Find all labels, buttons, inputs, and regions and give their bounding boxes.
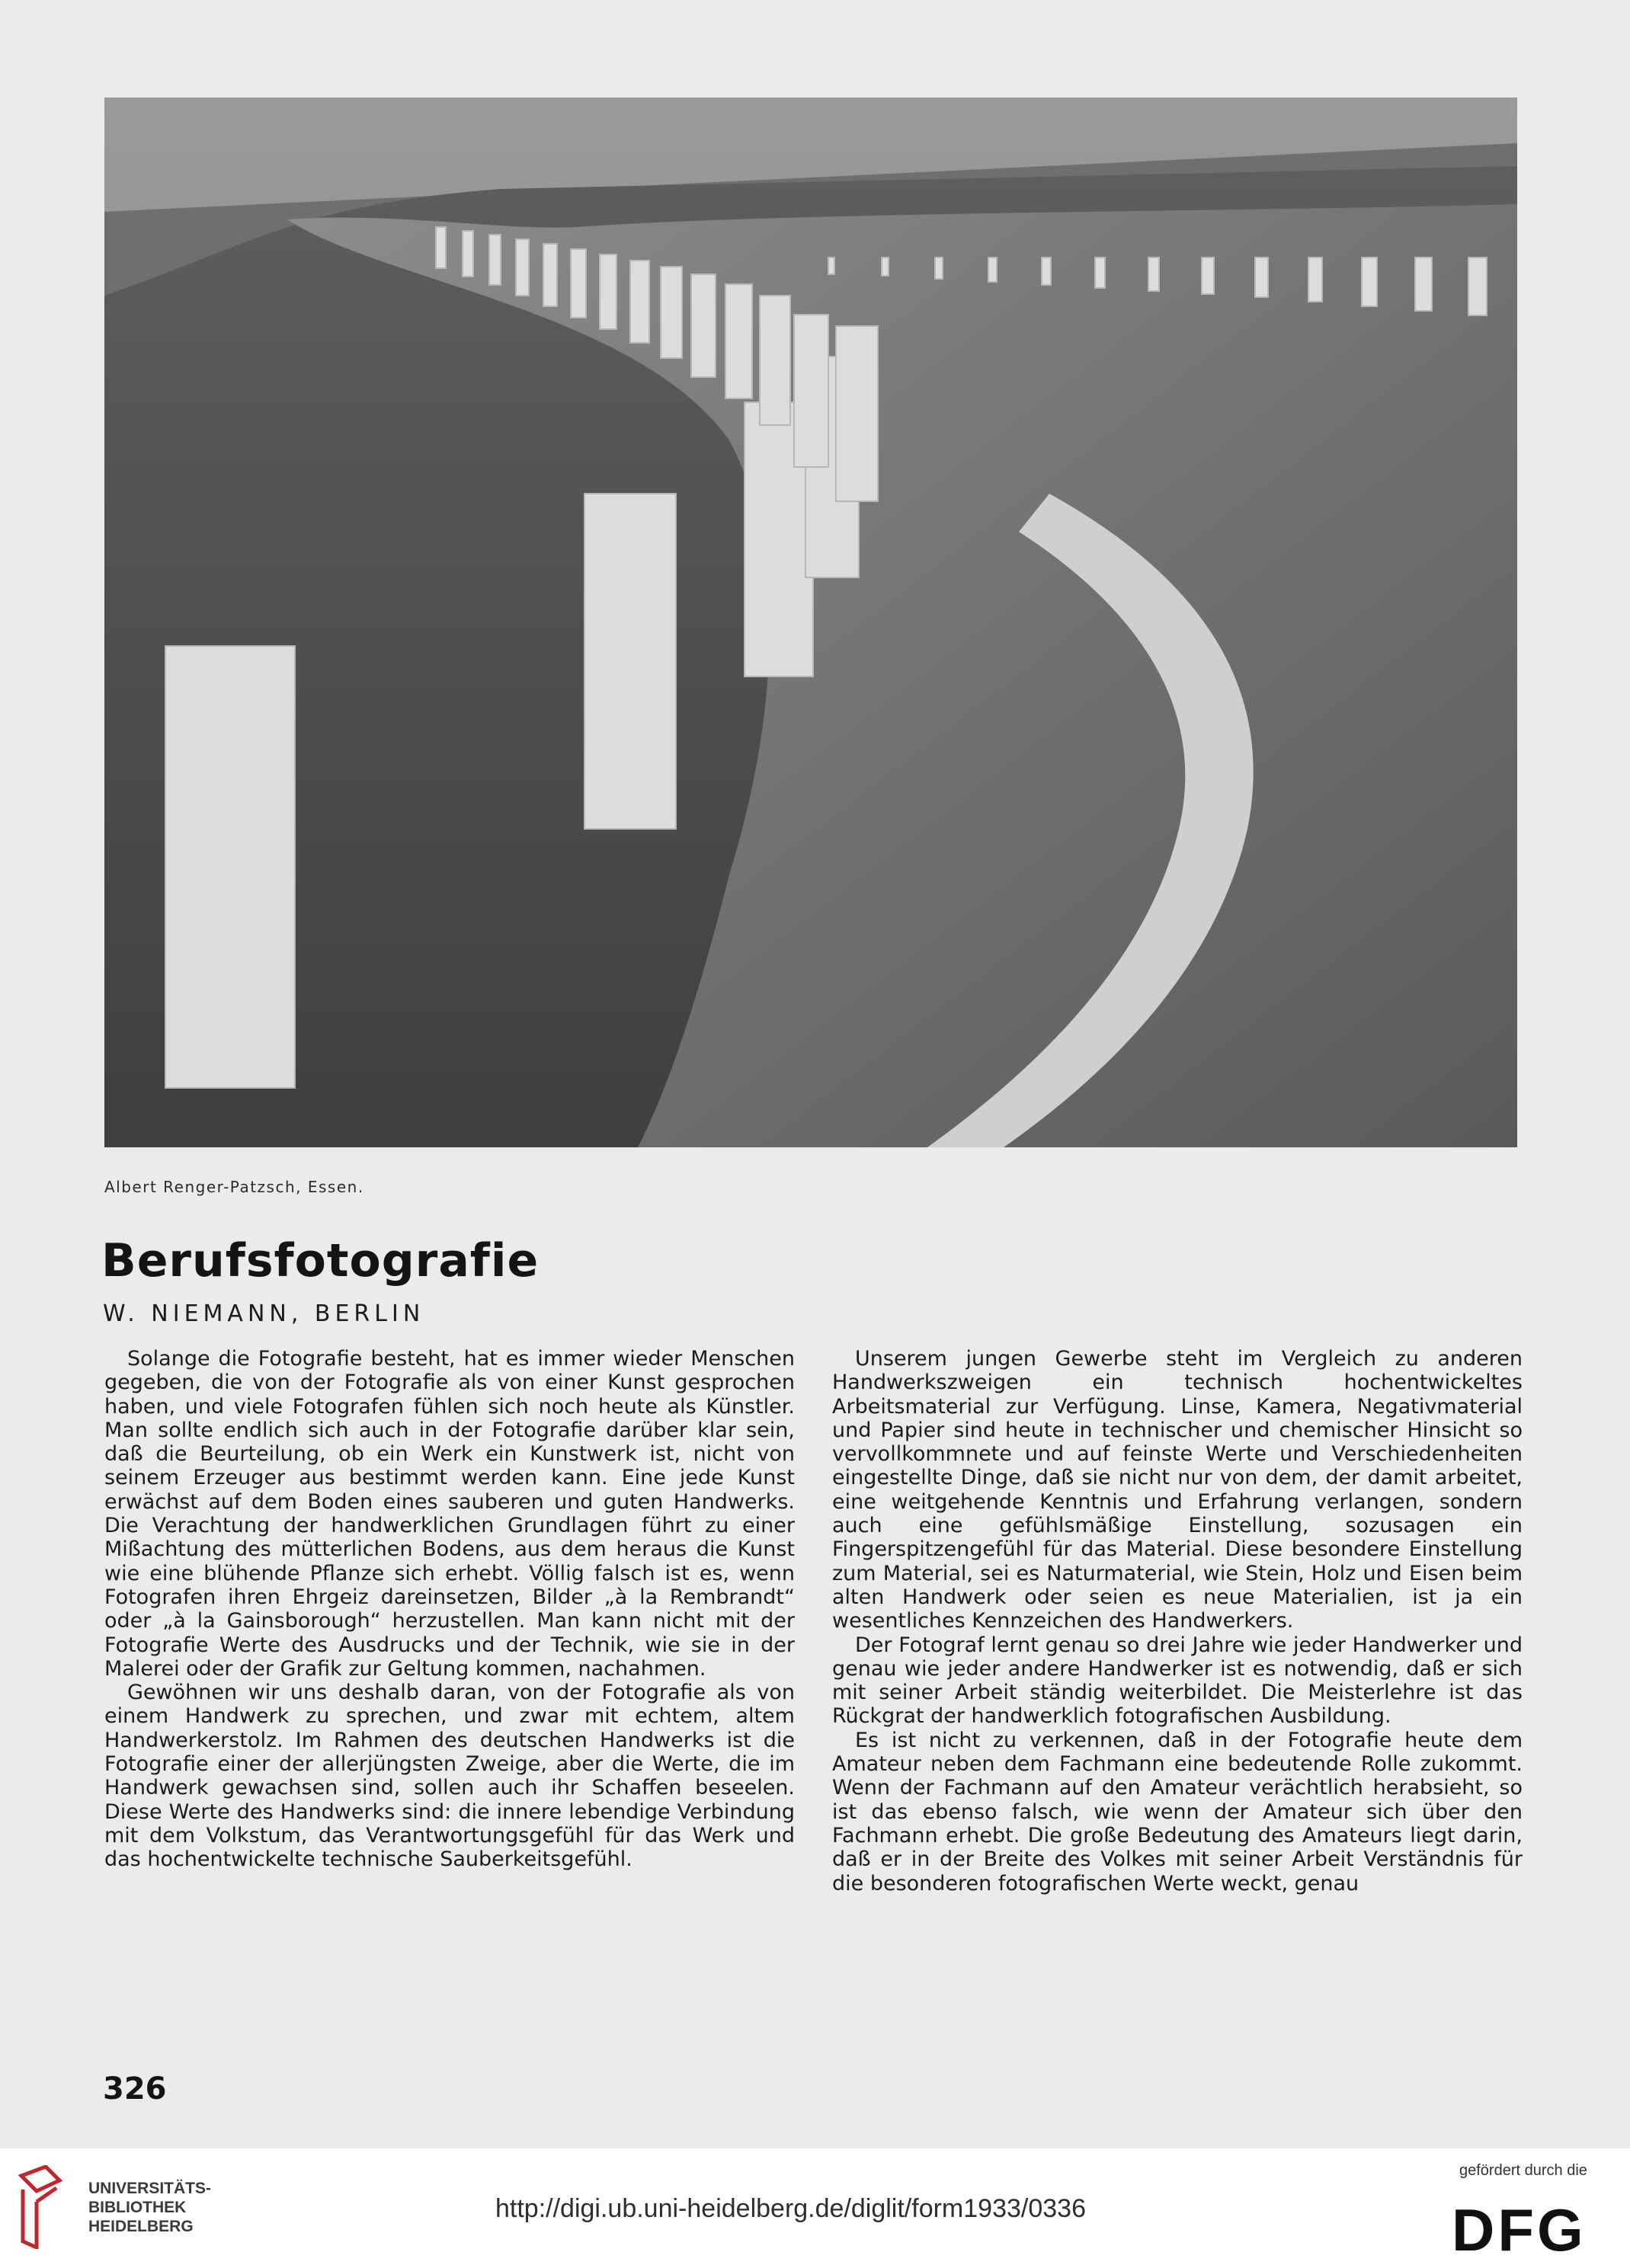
photo-caption: Albert Renger-Patzsch, Essen.	[104, 1178, 364, 1196]
text-column-right	[832, 1347, 1523, 1895]
library-name	[88, 2179, 211, 2236]
text-column-left	[104, 1347, 795, 1872]
page-number: 326	[103, 2071, 167, 2106]
library-name-line: BIBLIOTHEK	[88, 2199, 187, 2216]
paragraph: Unserem jungen Gewerbe steht im Vergleich zu anderen Handwerkszweigen ein technisch hochentwickeltes Arbeitsmaterial zur Verfügung. Linse, Kamera, Negativmaterial und Papier sind heute in technischer und chemischer Hinsicht so vervollkommnete und auf feinste Werte und Verschiedenheiten eingestellte Dinge, daß sie nicht nur von dem, der damit arbeitet, eine weitgehende Kenntnis und Erfahrung verlangen, sondern auch eine gefühlsmäßige Einstellung, sozusagen ein Fingerspitzengefühl für das Material. Diese besondere Einstellung zum Material, sei es Naturmaterial, wie Stein, Holz und Eisen beim alten Handwerk oder seien es neue Materialien, ist ja ein wesentliches Kennzeichen des Handwerkers.	[832, 1347, 1523, 1633]
library-name-line: HEIDELBERG	[88, 2218, 194, 2235]
university-library-logo-icon	[17, 2165, 64, 2249]
paragraph: Es ist nicht zu verkennen, daß in der Fotografie heute dem Amateur neben dem Fachmann eine bedeutende Rolle zukommt. Wenn der Fachmann auf den Amateur verächtlich herabsieht, so ist das ebenso falsch, wie wenn der Amateur sich über den Fachmann erhebt. Die große Bedeutung des Amateurs liegt darin, daß er in der Breite des Volkes mit seiner Arbeit Verständnis für die besonderen fotografischen Werte weckt, genau	[832, 1728, 1523, 1895]
library-name-line: UNIVERSITÄTS-	[88, 2180, 212, 2197]
funding-note: gefördert durch die	[1459, 2162, 1587, 2179]
article-title: Berufsfotografie	[101, 1234, 540, 1288]
source-url-link[interactable]: http://digi.ub.uni-heidelberg.de/diglit/form1933/0336	[495, 2194, 1086, 2223]
road-bollards-photograph	[104, 98, 1517, 1147]
paragraph: Gewöhnen wir uns deshalb daran, von der Fotografie als von einem Handwerk zu sprechen, und zwar mit echtem, altem Handwerkerstolz. Im Rahmen des deutschen Handwerks ist die Fotografie einer der allerjüngsten Zweige, aber die Werte, die im Handwerk gewachsen sind, sollen auch ihr Schaffen beseelen. Diese Werte des Handwerks sind: die innere lebendige Verbindung mit dem Volkstum, das Verantwortungsgefühl für das Werk und das hochentwickelte technische Sauberkeitsgefühl.	[104, 1681, 795, 1872]
photograph-image	[104, 98, 1517, 1147]
digitization-footer	[0, 2148, 1630, 2268]
article-author: W. NIEMANN, BERLIN	[103, 1300, 425, 1327]
paragraph: Der Fotograf lernt genau so drei Jahre wie jeder Handwerker und genau wie jeder andere Handwerker ist es notwendig, daß er sich mit seiner Arbeit ständig weiterbildet. Die Meisterlehre ist das Rückgrat der handwerklich fotografischen Ausbildung.	[832, 1633, 1523, 1729]
dfg-logo: DFG	[1452, 2196, 1587, 2263]
paragraph: Solange die Fotografie besteht, hat es immer wieder Menschen gegeben, die von der Fotografie als von einer Kunst gesprochen haben, und viele Fotografen fühlen sich noch heute als Künstler. Man sollte endlich sich auch in der Fotografie darüber klar sein, daß die Beurteilung, ob ein Werk ein Kunstwerk ist, nicht von seinem Erzeuger aus bestimmt werden kann. Eine jede Kunst erwächst auf dem Boden eines sauberen und guten Handwerks. Die Verachtung der handwerklichen Grundlagen führt zu einer Mißachtung des mütterlichen Bodens, aus dem heraus die Kunst wie eine blühende Pflanze sich erhebt. Völlig falsch ist es, wenn Fotografen ihren Ehrgeiz dareinsetzen, Bilder „à la Rembrandt“ oder „à la Gainsborough“ herzustellen. Man kann nicht mit der Fotografie Werte des Ausdrucks und der Technik, wie sie in der Malerei oder der Grafik zur Geltung kommen, nachahmen.	[104, 1347, 795, 1681]
